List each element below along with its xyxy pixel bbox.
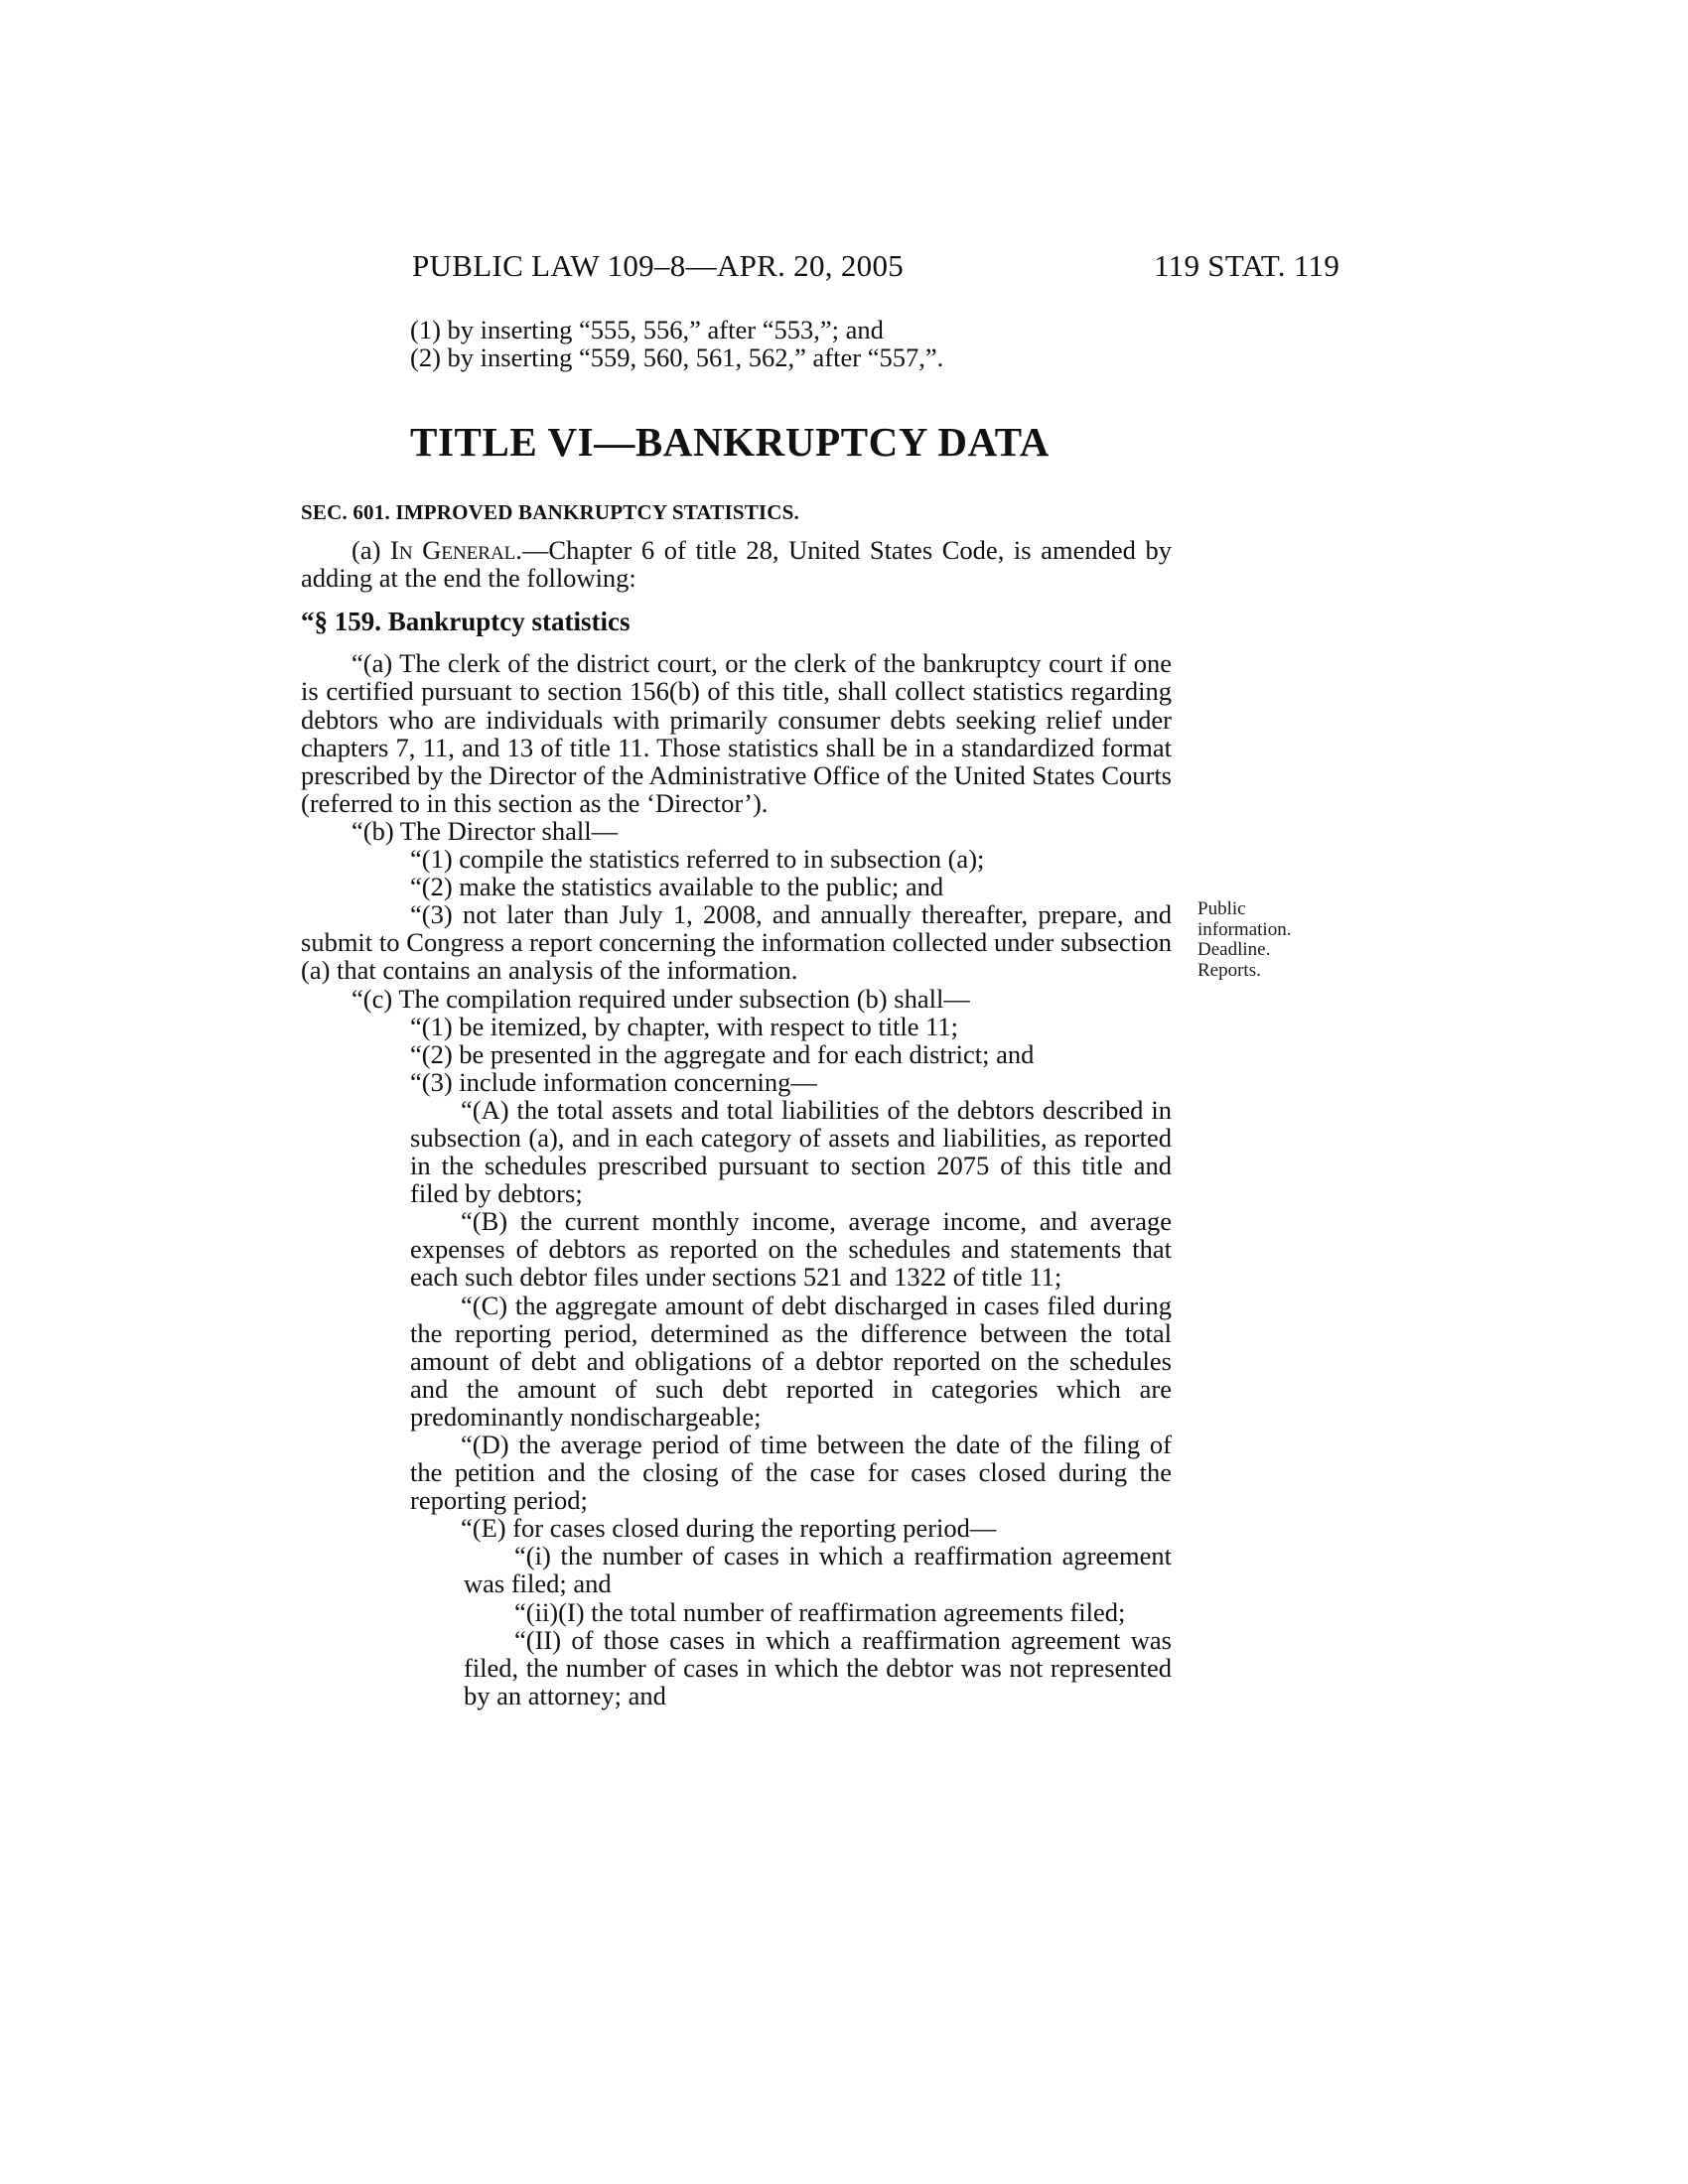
- stat-page-number: 119 STAT. 119: [1154, 248, 1340, 283]
- paragraph-c: “(c) The compilation required under subsection (b) shall—: [352, 983, 970, 1014]
- margin-note-public: Public: [1197, 898, 1246, 919]
- paragraph-a: “(a) The clerk of the district court, or the clerk of the bankruptcy court if one is certified pursuant to section 156(b) of this title, shall collect statistics regarding debtors who are individuals with primarily consumer debts seeking relief under chapters 7, 11, and 13 of title 11. Those statistics shall be in a standardized format prescribed by the Director of the Administrative Office of the United States Courts (referred to in this section as the ‘Director’).: [301, 648, 1172, 818]
- paragraph-c-e-ii-ii: “(II) of those cases in which a reaffirmation agreement was filed, the number of cases in which the debtor was not represented by an attorney; and: [464, 1624, 1172, 1710]
- paragraph-c1: “(1) be itemized, by chapter, with respect to title 11;: [410, 1011, 959, 1041]
- main-text-column: [301, 316, 1172, 1709]
- subsection-a-caption: In General: [390, 535, 516, 566]
- paragraph-c-d: “(D) the average period of time between the date of the filing of the petition and the closing of the case for cases closed during the reporting period;: [410, 1430, 1172, 1516]
- paragraph-b3: “(3) not later than July 1, 2008, and annually thereafter, prepare, and submit to Congress a report concerning the information collected under subsection (a) that contains an analysis of the information.: [301, 899, 1172, 986]
- new-section-title: “§ 159. Bankruptcy statistics: [301, 607, 631, 637]
- margin-note-deadline: Deadline.: [1197, 939, 1271, 960]
- title-heading: TITLE VI—BANKRUPTCY DATA: [410, 419, 1050, 466]
- section-heading: SEC. 601. IMPROVED BANKRUPTCY STATISTICS.: [301, 500, 799, 525]
- paragraph-c-e-i: “(i) the number of cases in which a reaffirmation agreement was filed; and: [464, 1541, 1172, 1599]
- paragraph-b2: “(2) make the statistics available to the public; and: [410, 872, 944, 902]
- paragraph-c-b: “(B) the current monthly income, average income, and average expenses of debtors as reported on the schedules and statements that each such debtor files under sections 521 and 1322 of title 11;: [410, 1206, 1172, 1293]
- subsection-a-text: .—Chapter 6 of title 28, United States Code, is amended by adding at the end the following:: [301, 535, 1173, 594]
- subsection-a-paragraph: [301, 536, 1172, 592]
- paragraph-c-c: “(C) the aggregate amount of debt discharged in cases filed during the reporting period, determined as the difference between the total amount of debt and obligations of a debtor reported on the schedules and the amount of such debt reported in categories which are predominantly nondischargeable;: [410, 1290, 1172, 1432]
- margin-note-information: information.: [1197, 918, 1292, 940]
- paragraph-c3: “(3) include information concerning—: [410, 1066, 817, 1097]
- paragraph-b: “(b) The Director shall—: [352, 815, 619, 846]
- paragraph-c-e: “(E) for cases closed during the reporting period—: [461, 1513, 997, 1544]
- paragraph-c2: “(2) be presented in the aggregate and for each district; and: [410, 1038, 1035, 1069]
- paragraph-c-e-ii: “(ii)(I) the total number of reaffirmation agreements filed;: [514, 1596, 1126, 1627]
- amendment-item-1: (1) by inserting “555, 556,” after “553,”; and: [410, 315, 884, 344]
- subsection-a-label: (a): [352, 535, 391, 566]
- running-header-title: PUBLIC LAW 109–8—APR. 20, 2005: [412, 248, 905, 283]
- amendment-item-2: (2) by inserting “559, 560, 561, 562,” after “557,”.: [410, 342, 944, 373]
- paragraph-b1: “(1) compile the statistics referred to in subsection (a);: [410, 844, 985, 875]
- paragraph-c-a: “(A) the total assets and total liabilities of the debtors described in subsection (a), and in each category of assets and liabilities, as reported in the schedules prescribed pursuant to section 2075 of this title and filed by debtors;: [410, 1094, 1172, 1209]
- margin-note-reports: Reports.: [1197, 959, 1261, 981]
- margin-notes: [1197, 899, 1291, 981]
